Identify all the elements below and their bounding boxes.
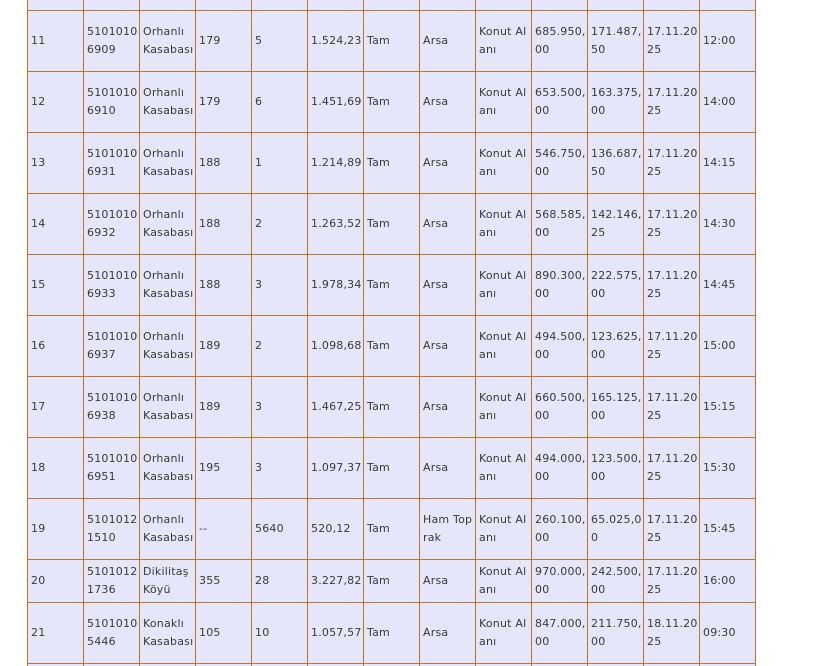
cell-hisse: Tam xyxy=(364,11,420,72)
cell-imar: Konut Alanı xyxy=(476,194,532,255)
cell-muhammen: 685.950,00 xyxy=(532,11,588,72)
table-cell xyxy=(700,0,756,11)
cell-muhammen: 970.000,00 xyxy=(532,560,588,603)
cell-nitelik: Arsa xyxy=(420,603,476,664)
cell-teminat: 136.687,50 xyxy=(588,133,644,194)
cell-imar: Konut Alanı xyxy=(476,499,532,560)
cell-saat: 15:45 xyxy=(700,499,756,560)
cell-imar: Konut Alanı xyxy=(476,560,532,603)
tender-table xyxy=(27,0,756,666)
cell-parsel: 3 xyxy=(252,377,308,438)
cell-parsel: 3 xyxy=(252,255,308,316)
cell-muhammen: 260.100,00 xyxy=(532,499,588,560)
cell-ada-parsel: 51010106937 xyxy=(84,316,140,377)
table-row xyxy=(28,377,756,438)
cell-alan: 1.098,68 xyxy=(308,316,364,377)
cell-saat: 12:00 xyxy=(700,11,756,72)
table-row xyxy=(28,560,756,603)
cell-tarih: 17.11.2025 xyxy=(644,377,700,438)
cell-nitelik: Arsa xyxy=(420,194,476,255)
cell-imar: Konut Alanı xyxy=(476,438,532,499)
cell-hisse: Tam xyxy=(364,133,420,194)
cell-saat: 14:15 xyxy=(700,133,756,194)
cell-no: 17 xyxy=(28,377,84,438)
cell-teminat: 171.487,50 xyxy=(588,11,644,72)
cell-imar: Konut Alanı xyxy=(476,603,532,664)
cell-mahalle: Orhanlı Kasabası xyxy=(140,72,196,133)
table-row xyxy=(28,438,756,499)
cell-ada-parsel: 51010105446 xyxy=(84,603,140,664)
table-cell xyxy=(140,0,196,11)
cell-mahalle: Orhanlı Kasabası xyxy=(140,438,196,499)
table-cell xyxy=(588,0,644,11)
cell-ada: -- xyxy=(196,499,252,560)
cell-teminat: 123.500,00 xyxy=(588,438,644,499)
table-cell xyxy=(252,0,308,11)
cell-muhammen: 494.000,00 xyxy=(532,438,588,499)
table-cell xyxy=(476,0,532,11)
cell-nitelik: Arsa xyxy=(420,377,476,438)
cell-nitelik: Arsa xyxy=(420,438,476,499)
cell-parsel: 2 xyxy=(252,194,308,255)
table-row-partial xyxy=(28,0,756,11)
cell-nitelik: Arsa xyxy=(420,316,476,377)
table-row xyxy=(28,499,756,560)
table-row xyxy=(28,133,756,194)
cell-teminat: 222.575,00 xyxy=(588,255,644,316)
cell-hisse: Tam xyxy=(364,194,420,255)
cell-saat: 14:00 xyxy=(700,72,756,133)
cell-imar: Konut Alanı xyxy=(476,316,532,377)
cell-parsel: 2 xyxy=(252,316,308,377)
cell-ada-parsel: 51010106933 xyxy=(84,255,140,316)
cell-ada: 195 xyxy=(196,438,252,499)
cell-tarih: 17.11.2025 xyxy=(644,316,700,377)
cell-mahalle: Konaklı Kasabası xyxy=(140,603,196,664)
cell-ada: 189 xyxy=(196,377,252,438)
cell-muhammen: 653.500,00 xyxy=(532,72,588,133)
cell-no: 15 xyxy=(28,255,84,316)
cell-ada: 189 xyxy=(196,316,252,377)
cell-hisse: Tam xyxy=(364,438,420,499)
cell-muhammen: 546.750,00 xyxy=(532,133,588,194)
cell-teminat: 142.146,25 xyxy=(588,194,644,255)
cell-no: 14 xyxy=(28,194,84,255)
tender-table-container xyxy=(27,0,756,666)
cell-parsel: 6 xyxy=(252,72,308,133)
cell-hisse: Tam xyxy=(364,603,420,664)
cell-mahalle: Orhanlı Kasabası xyxy=(140,255,196,316)
cell-alan: 520,12 xyxy=(308,499,364,560)
cell-ada-parsel: 51010106932 xyxy=(84,194,140,255)
cell-no: 21 xyxy=(28,603,84,664)
cell-imar: Konut Alanı xyxy=(476,72,532,133)
cell-nitelik: Arsa xyxy=(420,11,476,72)
cell-tarih: 17.11.2025 xyxy=(644,133,700,194)
cell-saat: 15:30 xyxy=(700,438,756,499)
cell-ada-parsel: 51010106909 xyxy=(84,11,140,72)
cell-nitelik: Arsa xyxy=(420,255,476,316)
table-cell xyxy=(196,0,252,11)
cell-ada-parsel: 51010121510 xyxy=(84,499,140,560)
cell-hisse: Tam xyxy=(364,316,420,377)
cell-ada: 188 xyxy=(196,255,252,316)
cell-alan: 3.227,82 xyxy=(308,560,364,603)
cell-saat: 15:00 xyxy=(700,316,756,377)
table-cell xyxy=(28,0,84,11)
cell-muhammen: 847.000,00 xyxy=(532,603,588,664)
table-row xyxy=(28,603,756,664)
cell-mahalle: Orhanlı Kasabası xyxy=(140,11,196,72)
cell-alan: 1.057,57 xyxy=(308,603,364,664)
cell-hisse: Tam xyxy=(364,499,420,560)
cell-parsel: 3 xyxy=(252,438,308,499)
cell-alan: 1.451,69 xyxy=(308,72,364,133)
cell-ada-parsel: 51010106951 xyxy=(84,438,140,499)
cell-no: 18 xyxy=(28,438,84,499)
table-row xyxy=(28,194,756,255)
cell-ada-parsel: 51010121736 xyxy=(84,560,140,603)
cell-hisse: Tam xyxy=(364,72,420,133)
cell-mahalle: Orhanlı Kasabası xyxy=(140,194,196,255)
cell-nitelik: Arsa xyxy=(420,133,476,194)
cell-ada-parsel: 51010106931 xyxy=(84,133,140,194)
cell-saat: 16:00 xyxy=(700,560,756,603)
cell-alan: 1.214,89 xyxy=(308,133,364,194)
cell-hisse: Tam xyxy=(364,255,420,316)
table-row xyxy=(28,316,756,377)
cell-tarih: 17.11.2025 xyxy=(644,255,700,316)
cell-ada: 188 xyxy=(196,194,252,255)
cell-ada: 105 xyxy=(196,603,252,664)
cell-ada: 179 xyxy=(196,11,252,72)
cell-nitelik: Ham Toprak xyxy=(420,499,476,560)
cell-imar: Konut Alanı xyxy=(476,377,532,438)
table-row xyxy=(28,11,756,72)
cell-ada: 355 xyxy=(196,560,252,603)
cell-imar: Konut Alanı xyxy=(476,11,532,72)
cell-mahalle: Orhanlı Kasabası xyxy=(140,499,196,560)
cell-tarih: 17.11.2025 xyxy=(644,560,700,603)
cell-no: 13 xyxy=(28,133,84,194)
cell-muhammen: 660.500,00 xyxy=(532,377,588,438)
cell-no: 11 xyxy=(28,11,84,72)
cell-mahalle: Orhanlı Kasabası xyxy=(140,133,196,194)
cell-tarih: 17.11.2025 xyxy=(644,11,700,72)
cell-imar: Konut Alanı xyxy=(476,133,532,194)
table-row xyxy=(28,72,756,133)
cell-nitelik: Arsa xyxy=(420,72,476,133)
cell-parsel: 5640 xyxy=(252,499,308,560)
cell-no: 12 xyxy=(28,72,84,133)
cell-teminat: 242.500,00 xyxy=(588,560,644,603)
table-row xyxy=(28,255,756,316)
cell-no: 16 xyxy=(28,316,84,377)
table-cell xyxy=(420,0,476,11)
cell-parsel: 5 xyxy=(252,11,308,72)
cell-parsel: 1 xyxy=(252,133,308,194)
table-cell xyxy=(364,0,420,11)
cell-parsel: 10 xyxy=(252,603,308,664)
table-cell xyxy=(532,0,588,11)
cell-no: 20 xyxy=(28,560,84,603)
table-cell xyxy=(84,0,140,11)
cell-muhammen: 494.500,00 xyxy=(532,316,588,377)
cell-alan: 1.263,52 xyxy=(308,194,364,255)
cell-mahalle: Orhanlı Kasabası xyxy=(140,316,196,377)
cell-ada-parsel: 51010106910 xyxy=(84,72,140,133)
cell-ada: 188 xyxy=(196,133,252,194)
cell-tarih: 17.11.2025 xyxy=(644,438,700,499)
cell-teminat: 163.375,00 xyxy=(588,72,644,133)
cell-alan: 1.097,37 xyxy=(308,438,364,499)
cell-teminat: 65.025,00 xyxy=(588,499,644,560)
cell-saat: 14:45 xyxy=(700,255,756,316)
cell-alan: 1.467,25 xyxy=(308,377,364,438)
cell-muhammen: 890.300,00 xyxy=(532,255,588,316)
table-cell xyxy=(644,0,700,11)
cell-no: 19 xyxy=(28,499,84,560)
cell-imar: Konut Alanı xyxy=(476,255,532,316)
cell-saat: 15:15 xyxy=(700,377,756,438)
cell-teminat: 123.625,00 xyxy=(588,316,644,377)
table-body xyxy=(28,0,756,666)
cell-saat: 14:30 xyxy=(700,194,756,255)
cell-tarih: 17.11.2025 xyxy=(644,499,700,560)
cell-mahalle: Dikilitaş Köyü xyxy=(140,560,196,603)
cell-muhammen: 568.585,00 xyxy=(532,194,588,255)
cell-hisse: Tam xyxy=(364,377,420,438)
cell-teminat: 211.750,00 xyxy=(588,603,644,664)
cell-hisse: Tam xyxy=(364,560,420,603)
cell-saat: 09:30 xyxy=(700,603,756,664)
cell-mahalle: Orhanlı Kasabası xyxy=(140,377,196,438)
cell-tarih: 17.11.2025 xyxy=(644,72,700,133)
cell-ada: 179 xyxy=(196,72,252,133)
cell-alan: 1.978,34 xyxy=(308,255,364,316)
cell-alan: 1.524,23 xyxy=(308,11,364,72)
cell-nitelik: Arsa xyxy=(420,560,476,603)
cell-ada-parsel: 51010106938 xyxy=(84,377,140,438)
cell-teminat: 165.125,00 xyxy=(588,377,644,438)
table-cell xyxy=(308,0,364,11)
cell-tarih: 18.11.2025 xyxy=(644,603,700,664)
cell-parsel: 28 xyxy=(252,560,308,603)
cell-tarih: 17.11.2025 xyxy=(644,194,700,255)
